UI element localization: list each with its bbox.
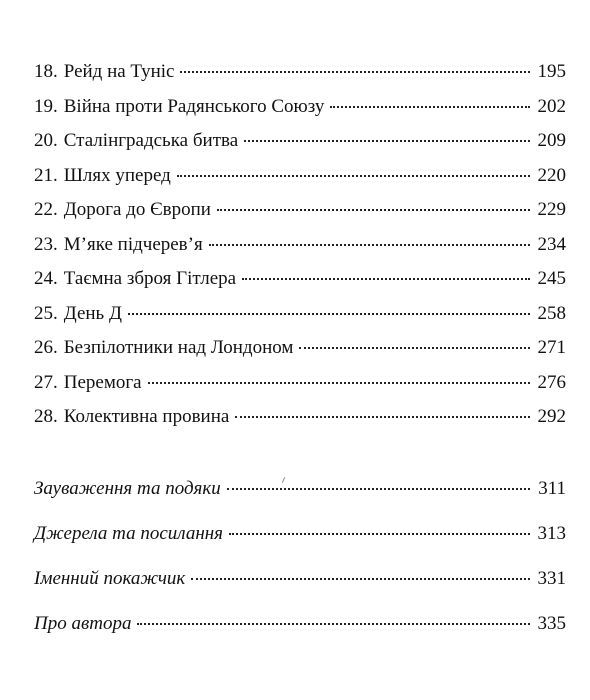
dot-leader bbox=[148, 382, 530, 384]
chapter-title: Колективна провина bbox=[63, 406, 230, 427]
dot-leader bbox=[227, 488, 530, 490]
toc-entry[interactable] bbox=[34, 336, 566, 371]
toc-entry[interactable] bbox=[34, 477, 566, 522]
chapter-number: 18. bbox=[34, 61, 58, 82]
page-number: 258 bbox=[537, 302, 566, 324]
dot-leader bbox=[191, 578, 530, 580]
toc-entry[interactable] bbox=[34, 95, 566, 130]
dot-leader bbox=[242, 278, 530, 280]
back-matter-title: Іменний покажчик bbox=[34, 568, 186, 589]
back-matter-title: Зауваження та подяки bbox=[34, 478, 221, 499]
dot-leader bbox=[235, 416, 530, 418]
chapter-title: День Д bbox=[63, 302, 122, 324]
page-number: 292 bbox=[537, 406, 566, 427]
dot-leader bbox=[244, 140, 530, 142]
chapter-number: 19. bbox=[34, 95, 58, 117]
toc-entry[interactable] bbox=[34, 522, 566, 567]
dot-leader bbox=[299, 347, 530, 349]
toc-entry[interactable] bbox=[34, 371, 566, 406]
toc-entry[interactable] bbox=[34, 129, 566, 164]
dot-leader bbox=[330, 106, 530, 108]
back-matter-title: Про автора bbox=[34, 613, 132, 634]
page-number: 276 bbox=[537, 371, 566, 393]
chapter-number: 27. bbox=[34, 371, 58, 393]
back-matter-title: Джерела та посилання bbox=[34, 523, 224, 544]
page-number: 229 bbox=[537, 199, 566, 220]
chapter-number: 23. bbox=[34, 233, 58, 255]
chapter-number: 24. bbox=[34, 268, 58, 289]
dot-leader bbox=[209, 244, 530, 246]
toc-entry[interactable] bbox=[34, 567, 566, 612]
toc-entry[interactable] bbox=[34, 405, 566, 440]
page-number: 245 bbox=[537, 268, 566, 289]
chapter-title: Дорога до Європи bbox=[63, 199, 211, 220]
toc-entry[interactable] bbox=[34, 233, 566, 268]
chapter-number: 25. bbox=[34, 302, 58, 324]
page-number: 331 bbox=[537, 568, 566, 589]
page-number: 335 bbox=[537, 613, 566, 634]
toc-entry[interactable] bbox=[34, 164, 566, 199]
chapter-number: 28. bbox=[34, 406, 58, 427]
page-number: 311 bbox=[538, 478, 566, 499]
toc-entry[interactable] bbox=[34, 612, 566, 657]
page-number: 234 bbox=[537, 233, 566, 255]
chapter-number: 22. bbox=[34, 199, 58, 220]
back-matter-list bbox=[34, 477, 566, 657]
page-number: 220 bbox=[537, 164, 566, 186]
chapter-number: 26. bbox=[34, 337, 58, 358]
page-number: 271 bbox=[537, 337, 566, 358]
chapter-title: Рейд на Туніс bbox=[63, 61, 175, 82]
chapter-list bbox=[34, 60, 566, 440]
chapter-title: Безпілотники над Лондоном bbox=[63, 337, 294, 358]
chapter-title: Перемога bbox=[63, 371, 142, 393]
chapter-title: М’яке підчерев’я bbox=[63, 233, 203, 255]
toc-entry[interactable] bbox=[34, 302, 566, 337]
dot-leader bbox=[128, 313, 530, 315]
toc-entry[interactable] bbox=[34, 198, 566, 233]
dot-leader bbox=[217, 209, 530, 211]
dot-leader bbox=[180, 71, 530, 73]
chapter-title: Таємна зброя Гітлера bbox=[63, 268, 237, 289]
chapter-title: Війна проти Радянського Союзу bbox=[63, 95, 325, 117]
page-number: 195 bbox=[537, 61, 566, 82]
dot-leader bbox=[229, 533, 530, 535]
page-number: 313 bbox=[537, 523, 566, 544]
toc-entry[interactable] bbox=[34, 60, 566, 95]
chapter-title: Шлях уперед bbox=[63, 164, 171, 186]
chapter-number: 21. bbox=[34, 164, 58, 186]
dot-leader bbox=[137, 623, 530, 625]
toc-entry[interactable] bbox=[34, 267, 566, 302]
page-number: 202 bbox=[537, 95, 566, 117]
page-number: 209 bbox=[537, 130, 566, 151]
chapter-number: 20. bbox=[34, 130, 58, 151]
chapter-title: Сталінградська битва bbox=[63, 130, 239, 151]
dot-leader bbox=[177, 175, 530, 177]
